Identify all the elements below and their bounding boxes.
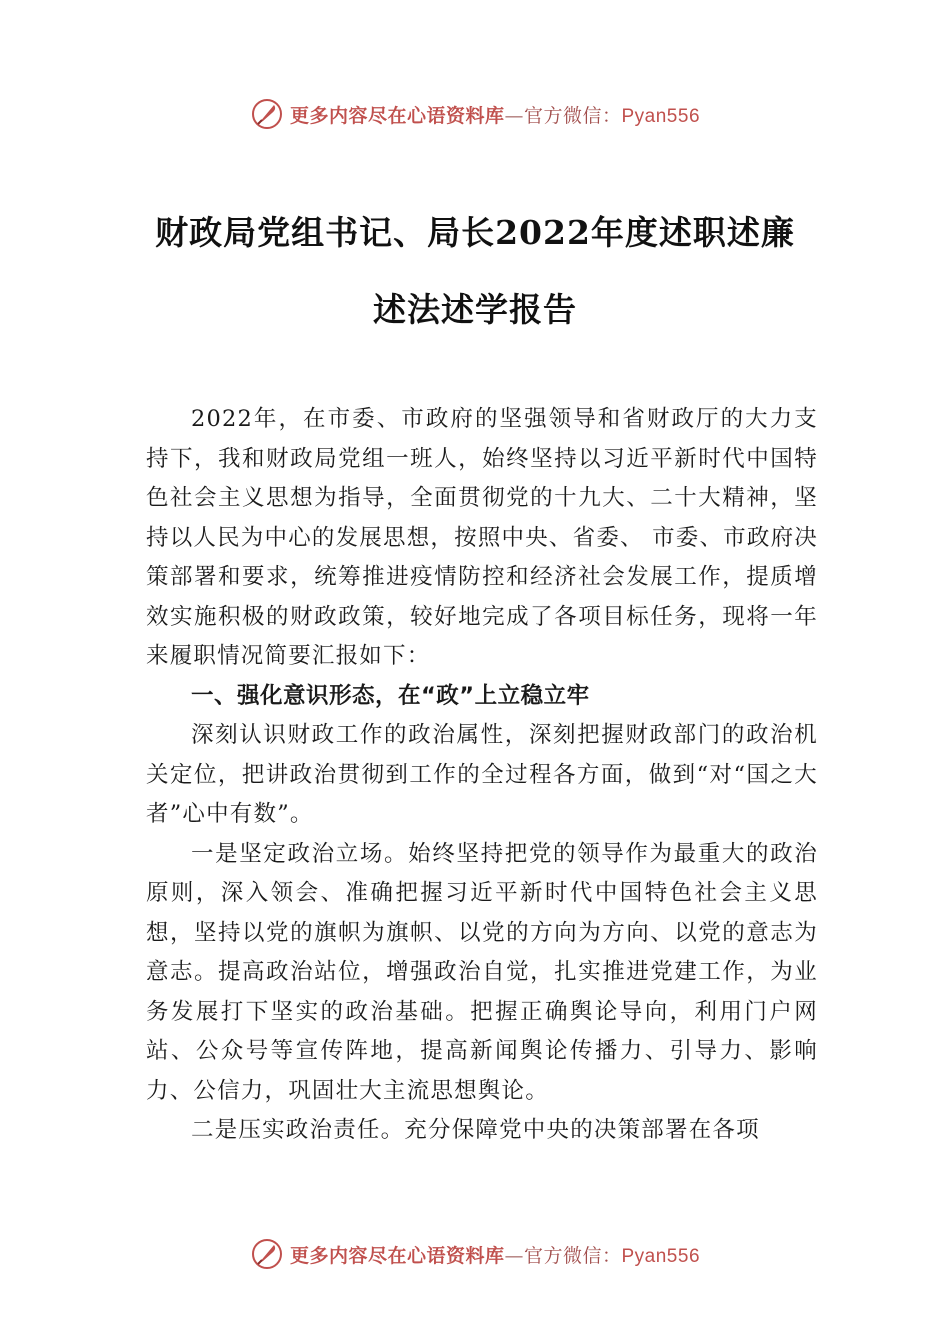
watermark-wechat-id: Pyan556	[621, 1245, 701, 1267]
quill-circle-icon	[250, 1237, 284, 1271]
paragraph: 深刻认识财政工作的政治属性，深刻把握财政部门的政治机关定位，把讲政治贯彻到工作的全过程各方面，做到“对“国之大者”心中有数”。	[146, 722, 818, 827]
watermark-main: 更多内容尽在心语资料库	[289, 1244, 505, 1267]
watermark-text	[290, 101, 700, 128]
document-body	[146, 400, 818, 1151]
watermark-main: 更多内容尽在心语资料库	[289, 104, 505, 127]
watermark-label: 官方微信：	[523, 1244, 622, 1267]
paragraph: 一是坚定政治立场。始终坚持把党的领导作为最重大的政治原则，深入领会、准确把握习近平新时代中国特色社会主义思想，坚持以党的旗帜为旗帜、以党的方向为方向、以党的意志为意志。提高政治站位，增强政治自觉，扎实推进党建工作，为业务发展打下坚实的政治基础。把握正确舆论导向，利用门户网站、公众号等宣传阵地，提高新闻舆论传播力、引导力、影响力、公信力，巩固壮大主流思想舆论。	[146, 840, 818, 1104]
header-watermark	[0, 94, 950, 134]
watermark-text	[290, 1241, 700, 1268]
footer-watermark	[0, 1234, 950, 1274]
watermark-wechat-id: Pyan556	[621, 105, 701, 127]
document-title-line2: 述法述学报告	[373, 290, 577, 329]
paragraph: 二是压实政治责任。充分保障党中央的决策部署在各项	[191, 1117, 760, 1143]
watermark-separator: —	[504, 104, 524, 127]
section-heading: 一、强化意识形态，在“政”上立稳立牢	[191, 682, 590, 709]
document-title-line1: 财政局党组书记、局长2022年度述职述廉	[155, 213, 795, 252]
watermark-separator: —	[504, 1244, 524, 1267]
watermark-label: 官方微信：	[523, 104, 622, 127]
paragraph: 2022年，在市委、市政府的坚强领导和省财政厅的大力支持下，我和财政局党组一班人，始终坚持以习近平新时代中国特色社会主义思想为指导，全面贯彻党的十九大、二十大精神，坚持以人民为中心的发展思想，按照中央、省委、 市委、市政府决策部署和要求，统筹推进疫情防控和经济社会发展工作，提质增效实施积极的财政政策，较好地完成了各项目标任务，现将一年来履职情况简要汇报如下：	[146, 406, 818, 669]
quill-circle-icon	[250, 97, 284, 131]
